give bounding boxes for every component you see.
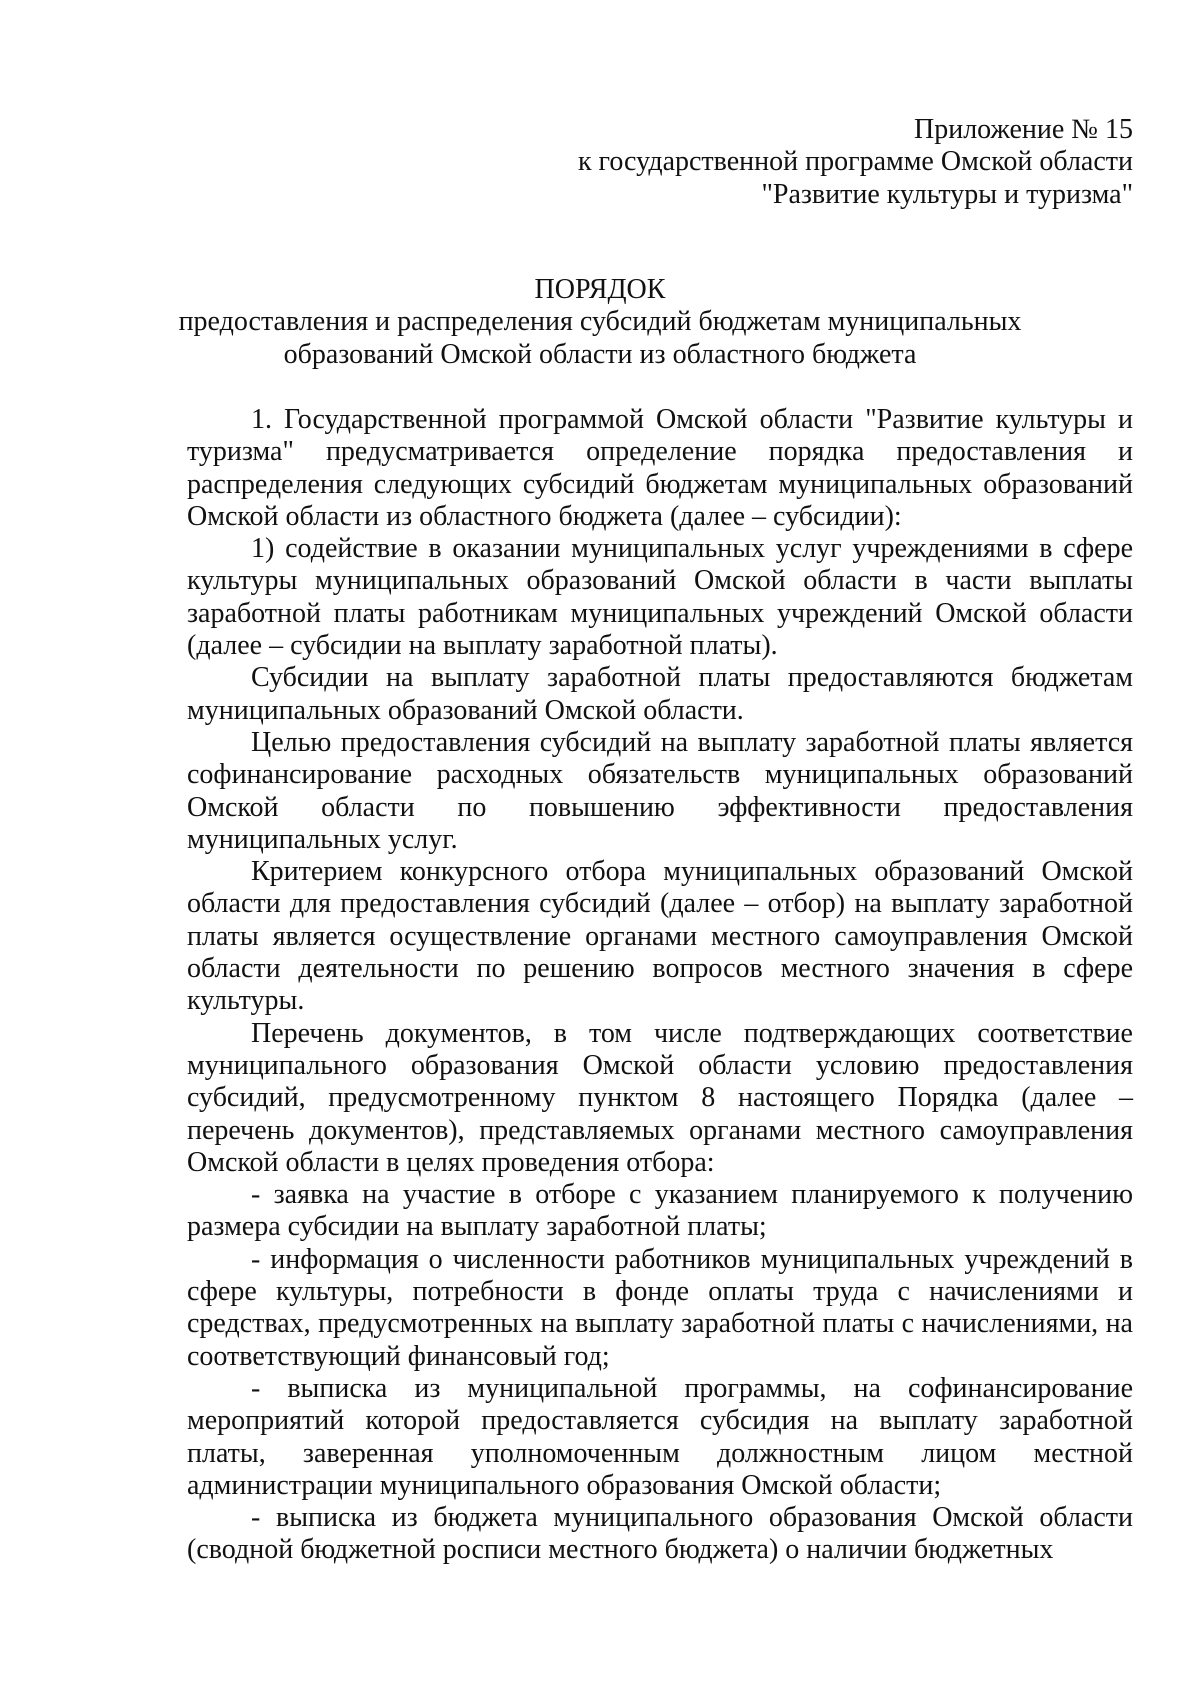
list-item-budget-extract: - выписка из бюджета муниципального образования Омской области (сводной бюджетной росписи местного бюджета) о наличии бюджетных [187,1502,1133,1566]
appendix-number: Приложение № 15 [914,114,1133,145]
paragraph-4: Целью предоставления субсидий на выплату заработной платы является софинансирование расходных обязательств муниципальных образований Омской области по повышению эффективности предоставления муниципальных услуг. [187,726,1133,855]
document-body [187,404,1133,1567]
list-item-program-extract: - выписка из муниципальной программы, на софинансирование мероприятий которой предоставляется субсидия на выплату заработной платы, заверенная уполномоченным должностным лицом местной администрации муниципального образования Омской области; [187,1372,1133,1501]
appendix-program-name: "Развитие культуры и туризма" [761,178,1133,210]
list-item-application: - заявка на участие в отборе с указанием планируемого к получению размера субсидии на выплату заработной платы; [187,1179,1133,1243]
appendix-program-ref: к государственной программе Омской области [577,146,1133,178]
title-subtitle-line-1: предоставления и распределения субсидий бюджетам муниципальных [178,306,1022,338]
paragraph-6: Перечень документов, в том числе подтверждающих соответствие муниципального образования Омской области условию предоставления субсидий, предусмотренному пунктом 8 настоящего Порядка (далее – перечень документов), представляемых органами местного самоуправления Омской области в целях проведения отбора: [187,1017,1133,1178]
paragraph-2: 1) содействие в оказании муниципальных услуг учреждениями в сфере культуры муниципальных образований Омской области в части выплаты заработной платы работникам муниципальных учреждений Омской области (далее – субсидии на выплату заработной платы). [187,533,1133,662]
paragraph-1: 1. Государственной программой Омской области "Развитие культуры и туризма" предусматривается определение порядка предоставления и распределения следующих субсидий бюджетам муниципальных образований Омской области из областного бюджета (далее – субсидии): [187,404,1133,532]
title-subtitle-line-2: образований Омской области из областного бюджета [283,338,917,370]
appendix-block [433,114,1133,211]
list-item-staff-info: - информация о численности работников муниципальных учреждений в сфере культуры, потребности в фонде оплаты труда с начислениями и средствах, предусмотренных на выплату заработной платы с начислениями, на соответствующий финансовый год; [187,1243,1133,1372]
paragraph-5: Критерием конкурсного отбора муниципальных образований Омской области для предоставления субсидий (далее – отбор) на выплату заработной платы является осуществление органами местного самоуправления Омской области деятельности по решению вопросов местного значения в сфере культуры. [187,856,1133,1017]
document-title [0,274,1200,371]
paragraph-3: Субсидии на выплату заработной платы предоставляются бюджетам муниципальных образований Омской области. [187,662,1133,726]
title-heading: ПОРЯДОК [534,274,666,305]
